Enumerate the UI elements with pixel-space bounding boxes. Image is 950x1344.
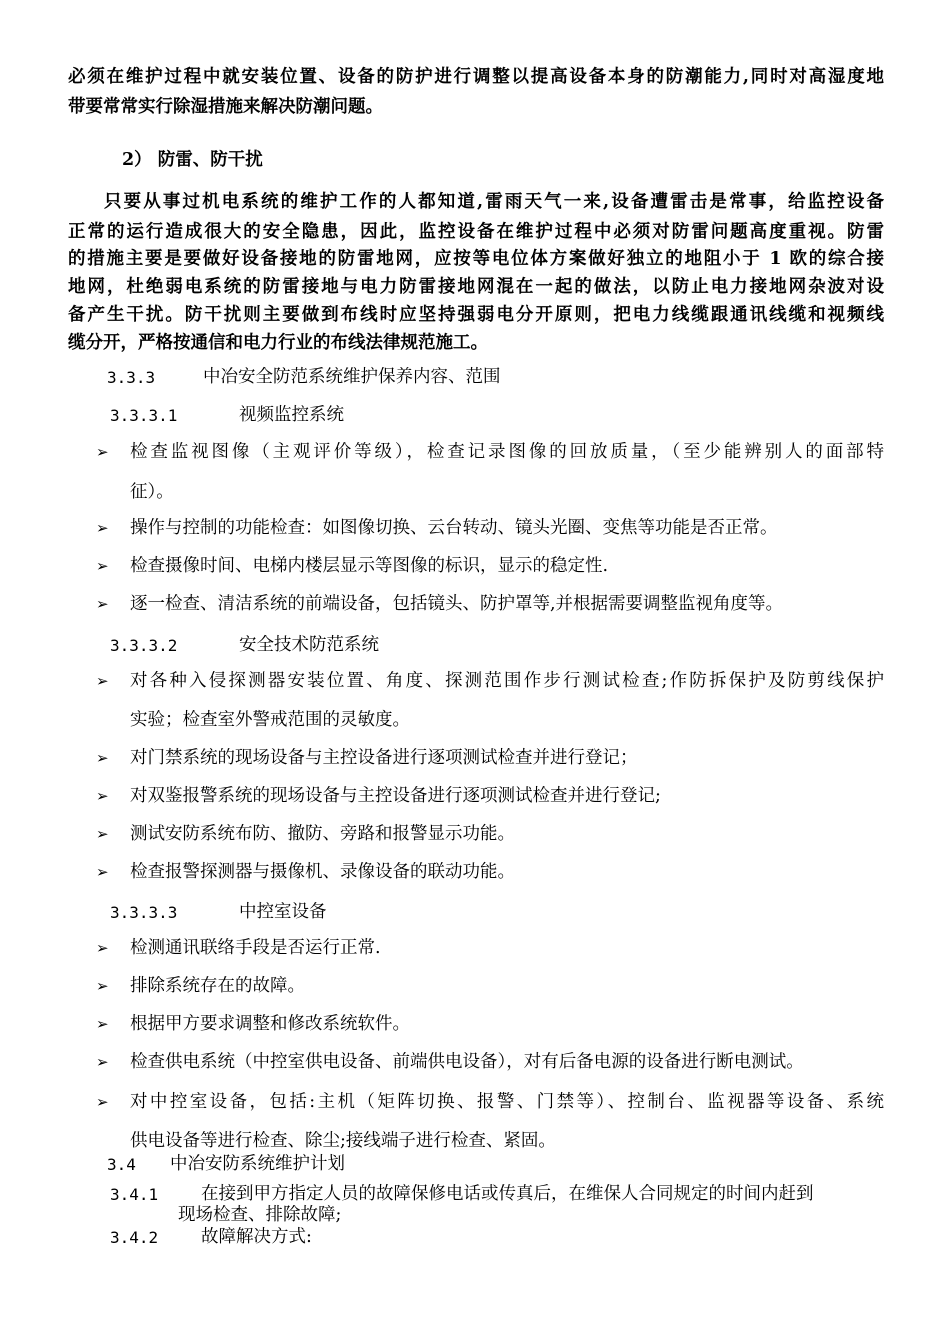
section-text: 在接到甲方指定人员的故障保修电话或传真后，在维保人合同规定的时间内赶到 [201, 1184, 814, 1204]
section-number: 3.4.2 [110, 1228, 159, 1247]
section-number: 3.4.1 [110, 1185, 159, 1204]
list-item: 检测通讯联络手段是否运行正常. [130, 938, 381, 958]
list-item: 检查监视图像（主观评价等级），检查记录图像的回放质量，（至少能辨别人的面部特 [130, 442, 884, 462]
paragraph-line: 正常的运行造成很大的安全隐患，因此，监控设备在维护过程中必须对防雷问题高度重视。防雷 [68, 222, 884, 242]
arrow-bullet-icon: ➢ [96, 787, 109, 805]
paragraph-line: 的措施主要是要做好设备接地的防雷地网，应按等电位体方案做好独立的地阻小于 1 欧的综合接 [68, 249, 884, 269]
list-item: 检查摄像时间、电梯内楼层显示等图像的标识，显示的稳定性. [130, 556, 609, 576]
list-item-continuation: 实验；检查室外警戒范围的灵敏度。 [130, 710, 410, 730]
paragraph-line: 必须在维护过程中就安装位置、设备的防护进行调整以提高设备本身的防潮能力,同时对高湿度地 [68, 67, 884, 87]
list-item: 对双鉴报警系统的现场设备与主控设备进行逐项测试检查并进行登记; [130, 786, 661, 806]
arrow-bullet-icon: ➢ [96, 1093, 109, 1111]
list-item: 对各种入侵探测器安装位置、角度、探测范围作步行测试检查;作防拆保护及防剪线保护 [130, 671, 884, 691]
section-heading: 2） 防雷、防干扰 [122, 150, 263, 170]
arrow-bullet-icon: ➢ [96, 749, 109, 767]
section-number: 3.4 [107, 1155, 136, 1174]
list-item: 根据甲方要求调整和修改系统软件。 [130, 1014, 410, 1034]
arrow-bullet-icon: ➢ [96, 1053, 109, 1071]
list-item: 检查报警探测器与摄像机、录像设备的联动功能。 [130, 862, 515, 882]
paragraph-line: 备产生干扰。防干扰则主要做到布线时应坚持强弱电分开原则，把电力线缆跟通讯线缆和视频线 [68, 305, 884, 325]
paragraph-line: 缆分开，严格按通信和电力行业的布线法律规范施工。 [68, 333, 488, 353]
section-title: 中控室设备 [239, 902, 327, 922]
arrow-bullet-icon: ➢ [96, 672, 109, 690]
section-title: 故障解决方式: [201, 1227, 312, 1247]
section-number: 3.3.3.2 [110, 636, 178, 655]
section-title: 视频监控系统 [239, 405, 344, 425]
arrow-bullet-icon: ➢ [96, 519, 109, 537]
arrow-bullet-icon: ➢ [96, 863, 109, 881]
arrow-bullet-icon: ➢ [96, 939, 109, 957]
section-title: 安全技术防范系统 [239, 635, 379, 655]
arrow-bullet-icon: ➢ [96, 977, 109, 995]
list-item: 检查供电系统（中控室供电设备、前端供电设备），对有后备电源的设备进行断电测试。 [130, 1052, 804, 1072]
list-item-continuation: 征）。 [130, 482, 174, 502]
list-item-continuation: 供电设备等进行检查、除尘;接线端子进行检查、紧固。 [130, 1131, 556, 1151]
paragraph-line: 地网，杜绝弱电系统的防雷接地与电力防雷接地网混在一起的做法，以防止电力接地网杂波对设 [68, 277, 884, 297]
section-number: 3.3.3.3 [110, 903, 178, 922]
list-item: 对中控室设备，包括:主机（矩阵切换、报警、门禁等）、控制台、监视器等设备、系统 [130, 1092, 884, 1112]
list-item: 逐一检查、清洁系统的前端设备，包括镜头、防护罩等,并根据需要调整监视角度等。 [130, 594, 784, 614]
section-text-continuation: 现场检查、排除故障; [178, 1205, 342, 1225]
list-item: 操作与控制的功能检查：如图像切换、云台转动、镜头光圈、变焦等功能是否正常。 [130, 518, 778, 538]
section-title: 中冶安全防范系统维护保养内容、范围 [203, 367, 501, 387]
paragraph-line: 只要从事过机电系统的维护工作的人都知道,雷雨天气一来,设备遭雷击是常事，给监控设备 [104, 192, 884, 212]
arrow-bullet-icon: ➢ [96, 557, 109, 575]
paragraph-line: 带要常常实行除湿措施来解决防潮问题。 [68, 97, 383, 117]
section-number: 3.3.3 [107, 368, 156, 387]
arrow-bullet-icon: ➢ [96, 1015, 109, 1033]
list-item: 测试安防系统布防、撤防、旁路和报警显示功能。 [130, 824, 515, 844]
list-item: 对门禁系统的现场设备与主控设备进行逐项测试检查并进行登记； [130, 748, 638, 768]
arrow-bullet-icon: ➢ [96, 595, 109, 613]
section-number: 3.3.3.1 [110, 406, 178, 425]
list-item: 排除系统存在的故障。 [130, 976, 305, 996]
arrow-bullet-icon: ➢ [96, 825, 109, 843]
section-title: 中冶安防系统维护计划 [170, 1154, 345, 1174]
arrow-bullet-icon: ➢ [96, 443, 109, 461]
